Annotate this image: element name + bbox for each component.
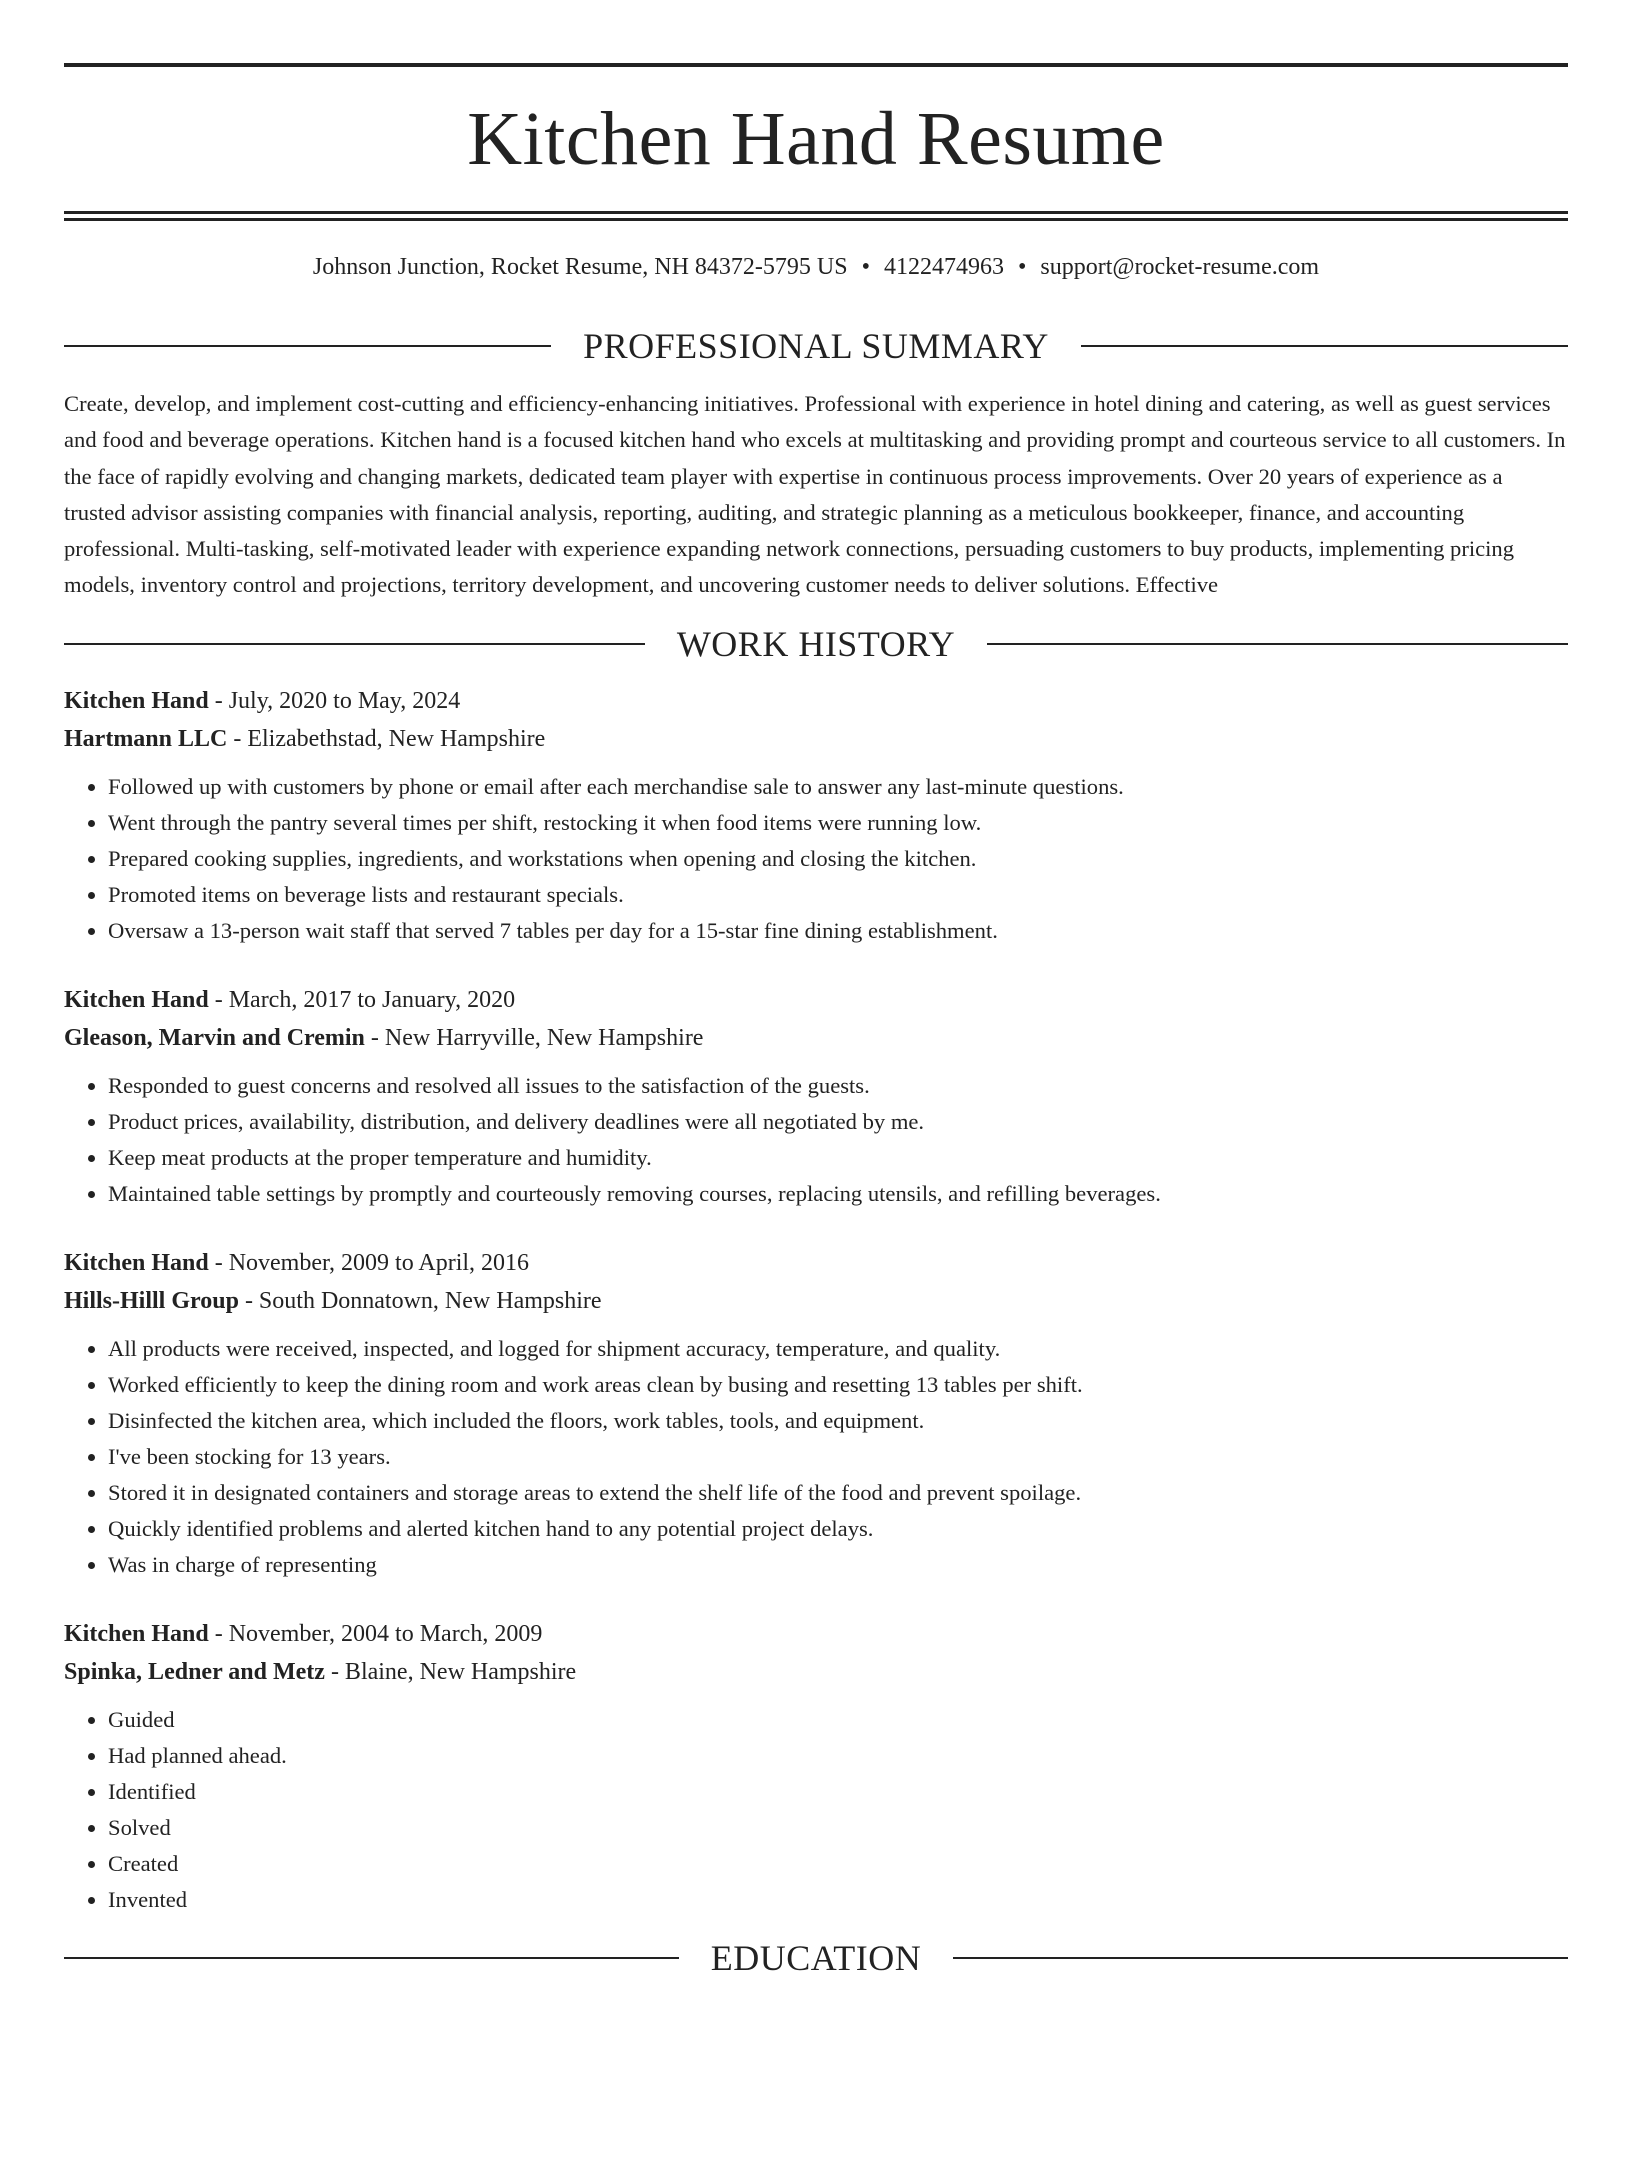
job-company-line: [64, 720, 1568, 758]
section-title: EDUCATION: [710, 1938, 922, 1979]
heading-rule-right: [1081, 345, 1568, 347]
job-bullet: • Had planned ahead.: [108, 1738, 1568, 1774]
section-heading-work: [64, 624, 1568, 665]
job-role: Kitchen Hand: [64, 1250, 209, 1277]
job-bullet: • Maintained table settings by promptly and courteously removing courses, replacing utensils, and refilling beverages.: [108, 1176, 1568, 1212]
job-bullet: • Product prices, availability, distribution, and delivery deadlines were all negotiated by me.: [108, 1104, 1568, 1140]
job-company-line: [64, 1019, 1568, 1057]
job-dates: - November, 2009 to April, 2016: [208, 1250, 530, 1277]
section-heading-summary: [64, 328, 1568, 364]
section-heading-education: [64, 1938, 1568, 1979]
job-role-line: [64, 1615, 1568, 1653]
job-role-line: [64, 981, 1568, 1019]
job-bullet: • Promoted items on beverage lists and restaurant specials.: [108, 877, 1568, 913]
job-bullet: • All products were received, inspected, and logged for shipment accuracy, temperature, and quality.: [108, 1331, 1568, 1367]
heading-rule-right: [953, 1957, 1568, 1959]
job-bullet: • Responded to guest concerns and resolved all issues to the satisfaction of the guests.: [108, 1068, 1568, 1104]
job-company-line: [64, 1282, 1568, 1320]
summary-paragraph: Create, develop, and implement cost-cutting and efficiency-enhancing initiatives. Professional with experience in hotel dining and catering, as well as guest services and food and beverage operations. Kitchen hand is a focused kitchen hand who excels at multitasking and providing prompt and courteous service to all customers. In the face of rapidly evolving and changing markets, dedicated team player with expertise in continuous process improvements. Over 20 years of experience as a trusted advisor assisting companies with financial analysis, reporting, auditing, and strategic planning as a meticulous bookkeeper, finance, and accounting professional. Multi-tasking, self-motivated leader with experience expanding network connections, persuading customers to buy products, implementing pricing models, inventory control and projections, territory development, and uncovering customer needs to deliver solutions. Effective: [64, 391, 1566, 598]
job-location: - Blaine, New Hampshire: [324, 1659, 577, 1686]
job-bullet: • Followed up with customers by phone or email after each merchandise sale to answer any last-minute questions.: [108, 769, 1568, 805]
job-entry: [64, 981, 1568, 1212]
job-entry: [64, 682, 1568, 949]
job-location: - Elizabethstad, New Hampshire: [227, 726, 546, 753]
contact-address: Johnson Junction, Rocket Resume, NH 84372-5795 US: [312, 254, 848, 280]
job-dates: - July, 2020 to May, 2024: [208, 688, 461, 715]
heading-rule-left: [64, 345, 551, 347]
job-company: Hartmann LLC: [64, 726, 228, 753]
contact-email: support@rocket-resume.com: [1040, 254, 1320, 280]
heading-rule-right: [987, 643, 1568, 645]
heading-rule-left: [64, 1957, 679, 1959]
contact-line: [64, 255, 1568, 279]
job-role: Kitchen Hand: [64, 1621, 209, 1648]
top-rule: [64, 63, 1568, 67]
job-entry: [64, 1615, 1568, 1918]
section-title: WORK HISTORY: [676, 624, 956, 665]
job-bullet: • Went through the pantry several times per shift, restocking it when food items were running low.: [108, 805, 1568, 841]
job-bullet: • Invented: [108, 1882, 1568, 1918]
job-role: Kitchen Hand: [64, 688, 209, 715]
job-bullets: [64, 1702, 1568, 1918]
contact-phone: 4122474963: [883, 254, 1004, 280]
job-bullet: • Guided: [108, 1702, 1568, 1738]
job-bullets: [64, 1331, 1568, 1583]
job-dates: - November, 2004 to March, 2009: [208, 1621, 543, 1648]
double-rule: [64, 211, 1568, 221]
job-bullet: • Prepared cooking supplies, ingredients, and workstations when opening and closing the kitchen.: [108, 841, 1568, 877]
job-bullets: [64, 1068, 1568, 1212]
job-bullet: • Solved: [108, 1810, 1568, 1846]
job-bullet: • Worked efficiently to keep the dining room and work areas clean by busing and resetting 13 tables per shift.: [108, 1367, 1568, 1403]
job-bullet: • Identified: [108, 1774, 1568, 1810]
heading-rule-left: [64, 643, 645, 645]
job-location: - New Harryville, New Hampshire: [364, 1025, 704, 1052]
contact-separator: •: [861, 254, 870, 280]
job-dates: - March, 2017 to January, 2020: [208, 987, 516, 1014]
job-role-line: [64, 1244, 1568, 1282]
resume-title: Kitchen Hand Resume: [467, 97, 1165, 181]
job-bullet: • I've been stocking for 13 years.: [108, 1439, 1568, 1475]
job-bullet: • Keep meat products at the proper temperature and humidity.: [108, 1140, 1568, 1176]
job-company: Hills-Hilll Group: [64, 1288, 239, 1315]
job-company: Gleason, Marvin and Cremin: [64, 1025, 365, 1052]
job-bullet: • Stored it in designated containers and storage areas to extend the shelf life of the food and prevent spoilage.: [108, 1475, 1568, 1511]
job-location: - South Donnatown, New Hampshire: [238, 1288, 602, 1315]
job-bullet: • Created: [108, 1846, 1568, 1882]
job-role: Kitchen Hand: [64, 987, 209, 1014]
job-bullet: • Oversaw a 13-person wait staff that served 7 tables per day for a 15-star fine dining establishment.: [108, 913, 1568, 949]
job-role-line: [64, 682, 1568, 720]
job-bullets: [64, 769, 1568, 949]
section-title: PROFESSIONAL SUMMARY: [583, 326, 1049, 366]
job-company-line: [64, 1653, 1568, 1691]
resume-page: [0, 63, 1632, 2175]
job-bullet: • Quickly identified problems and alerted kitchen hand to any potential project delays.: [108, 1511, 1568, 1547]
job-bullet: • Disinfected the kitchen area, which included the floors, work tables, tools, and equipment.: [108, 1403, 1568, 1439]
job-company: Spinka, Ledner and Metz: [64, 1659, 325, 1686]
contact-separator: •: [1017, 254, 1027, 280]
job-entry: [64, 1244, 1568, 1583]
job-bullet: • Was in charge of representing: [108, 1547, 1568, 1583]
